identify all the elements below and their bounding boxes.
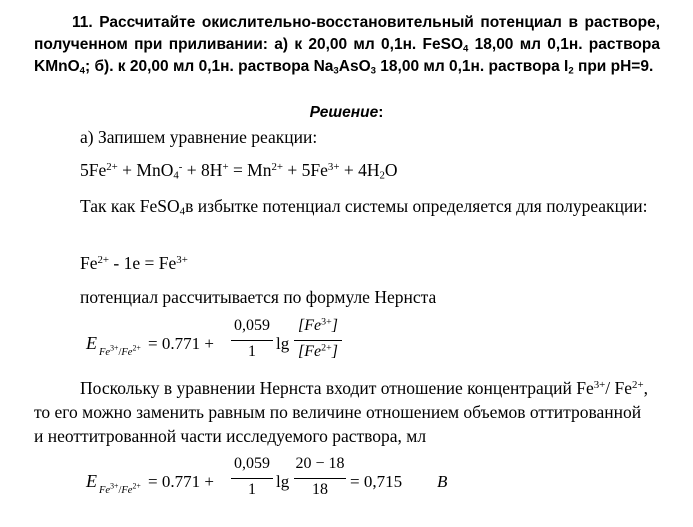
superscript: 2+ (271, 161, 284, 174)
formula-subscript (99, 343, 141, 358)
problem-text: ; б). к 20,00 мл 0,1н. раствора Na (84, 58, 334, 75)
sub-text: Fe (99, 347, 111, 358)
eq-part: Fe (80, 253, 98, 273)
para-text: / Fe (605, 378, 633, 398)
superscript: 2+ (132, 481, 141, 491)
eq-part: - 1e = Fe (109, 253, 177, 273)
subscript: 4 (173, 169, 179, 182)
formula-text: = 0.771 + (148, 334, 214, 353)
problem-text: Рассчитайте окислительно-восстановительный потенциал в растворе, полученном при приливании: а) к 20,00 мл 0,1н. FeSO (34, 14, 660, 53)
sub-text: Fe (121, 485, 133, 496)
eq-part: = Mn (228, 160, 272, 180)
step-a-text: а) Запишем уравнение реакции: (80, 127, 318, 147)
superscript: 3+ (176, 254, 188, 267)
fraction (231, 317, 273, 363)
conc-fraction (294, 317, 342, 363)
formula-text: lg (276, 334, 290, 353)
superscript: 2+ (321, 342, 332, 354)
conc-text: [Fe (298, 317, 322, 334)
para-text: в избытке потенциал системы определяется для полуреакции: (185, 196, 648, 216)
eq-part: 5Fe (80, 160, 107, 180)
sub-text: Fe (99, 485, 111, 496)
sub-text: / (118, 347, 122, 358)
eq-part: + MnO (117, 160, 174, 180)
problem-statement (34, 12, 660, 78)
subscript: 3 (370, 65, 376, 77)
fraction-denominator: 1 (248, 481, 256, 498)
nernst-formula (86, 316, 346, 366)
formula-subscript (99, 481, 141, 496)
solution-heading-text: Решение (309, 104, 379, 121)
eq-part: + 8H (182, 160, 223, 180)
subscript: 2 (379, 169, 385, 182)
conc-text: [Fe (298, 343, 322, 360)
superscript: 3+ (327, 161, 340, 174)
superscript: 3+ (110, 481, 119, 491)
superscript: 2+ (132, 343, 141, 353)
conc-denominator (294, 343, 342, 361)
subscript: 4 (463, 43, 469, 55)
formula-result: = 0,715 (350, 472, 403, 491)
eq-part: O (384, 160, 398, 180)
superscript: 2+ (97, 254, 110, 267)
sub-text: / (118, 485, 122, 496)
conc-text: ] (331, 343, 338, 360)
problem-text: 18,00 мл 0,1н. раствора KMnO (34, 36, 660, 75)
para-text: Так как FeSO (80, 196, 180, 216)
solution-heading-colon: : (378, 104, 384, 121)
problem-text: AsO (338, 58, 371, 75)
subscript: 3 (333, 65, 339, 77)
superscript: 3+ (321, 316, 332, 328)
solution-heading (0, 104, 693, 122)
superscript: 2+ (632, 379, 644, 392)
fraction-numerator: 20 − 18 (295, 455, 345, 472)
subscript: 4 (79, 65, 85, 77)
superscript: + (222, 161, 229, 174)
formula-symbol: E (86, 333, 97, 353)
half-reaction (80, 252, 188, 274)
superscript: 3+ (593, 379, 606, 392)
problem-text: 18,00 мл 0,1н. раствора I (375, 58, 569, 75)
formula-unit: B (437, 472, 448, 491)
formula-text: lg (276, 472, 290, 491)
superscript: 2+ (106, 161, 118, 174)
superscript: - (178, 161, 183, 174)
fraction-numerator: 0,059 (234, 317, 270, 334)
nernst-intro: потенциал рассчитывается по формуле Нернста (80, 287, 437, 307)
fraction-denominator: 18 (312, 481, 328, 498)
volume-fraction (294, 455, 346, 501)
excess-paragraph (34, 194, 654, 218)
result-formula (86, 454, 448, 504)
problem-text: при pH=9. (573, 58, 654, 75)
reaction-equation (80, 159, 398, 181)
explain-paragraph (34, 376, 654, 448)
para-text: Поскольку в уравнении Нернста входит отношение концентраций Fe (80, 378, 594, 398)
problem-number: 11. (72, 14, 93, 31)
para-text: , то его можно заменить равным по величине отношением объемов оттитрованной и неоттитрованной части исследуемого раствора, мл (34, 378, 648, 446)
sub-text: Fe (121, 347, 133, 358)
fraction (231, 455, 273, 501)
eq-part: + 5Fe (283, 160, 328, 180)
formula-text: = 0.771 + (148, 472, 214, 491)
subscript: 4 (179, 205, 186, 218)
superscript: 3+ (110, 343, 119, 353)
conc-numerator (294, 317, 342, 335)
eq-part: + 4H (339, 160, 380, 180)
subscript: 2 (568, 65, 574, 77)
formula-symbol: E (86, 471, 97, 491)
conc-text: ] (331, 317, 338, 334)
fraction-numerator: 0,059 (234, 455, 270, 472)
fraction-denominator: 1 (248, 343, 256, 360)
